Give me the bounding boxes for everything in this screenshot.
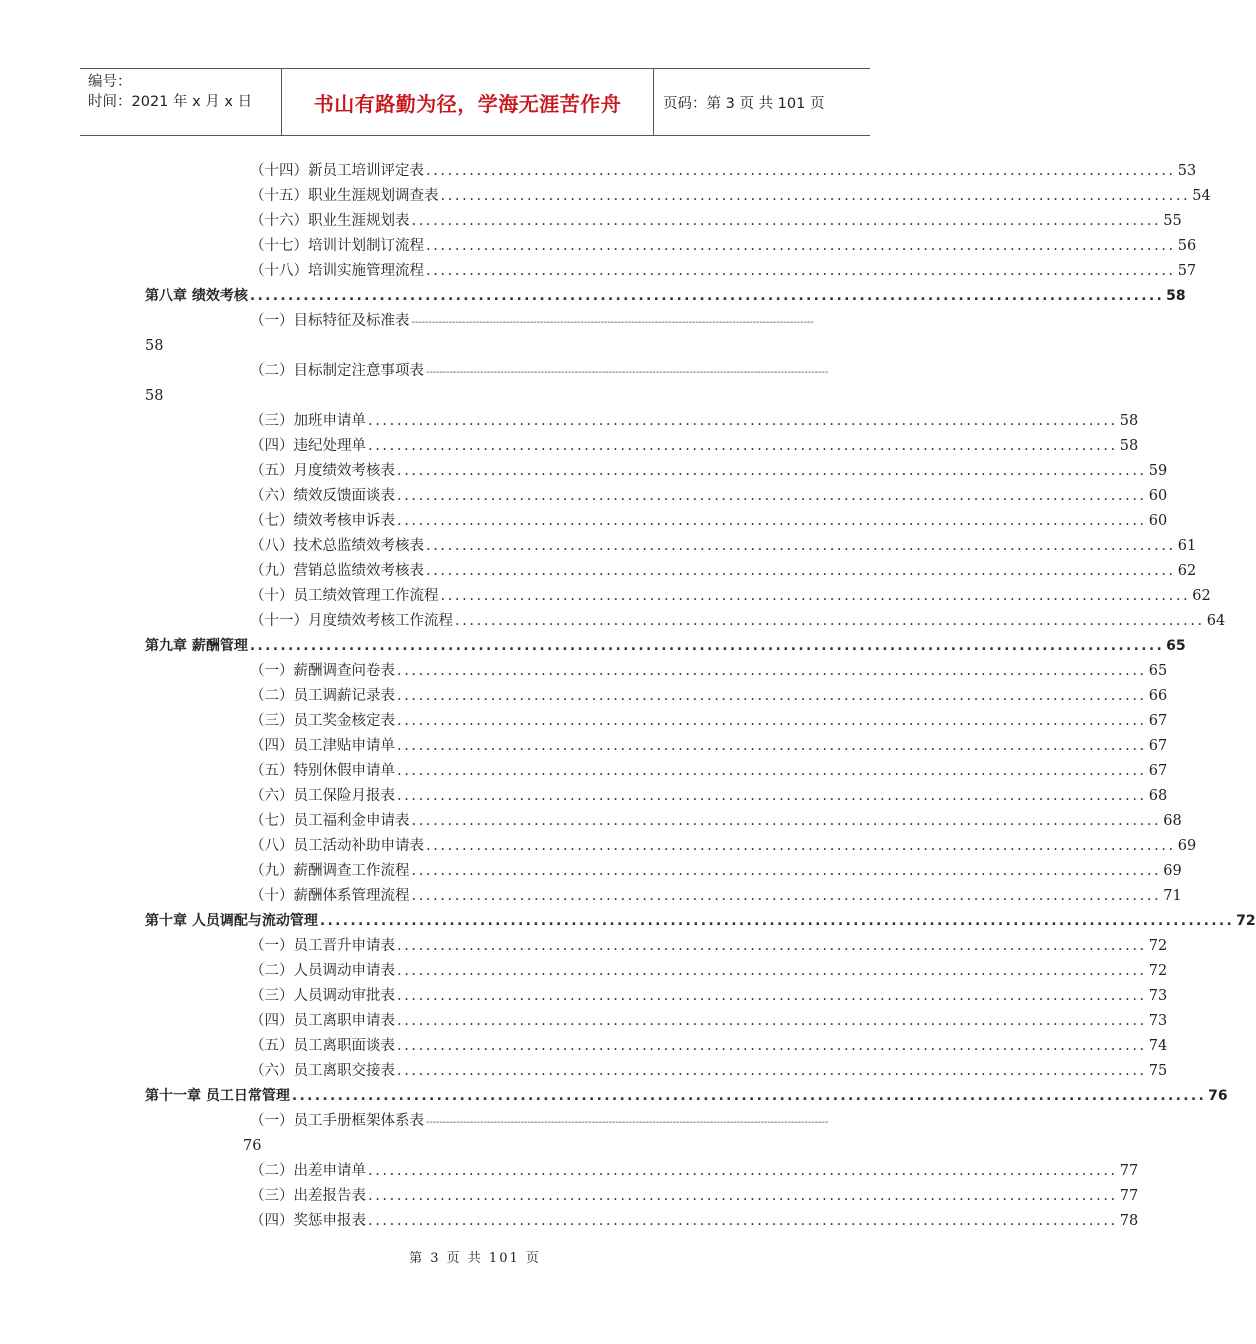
toc-entry[interactable] [250,560,1197,582]
toc-entry[interactable] [250,660,1168,682]
toc-entry-page: 58 [145,338,164,354]
toc-entry-page: 57 [1177,263,1197,279]
toc-chapter[interactable] [145,910,1256,932]
document-number-label: 编号： [88,74,132,90]
toc-entry-page: 78 [1119,1213,1139,1229]
toc-entry-page: 73 [1148,988,1168,1004]
toc-entry[interactable] [250,160,1197,182]
toc-entry-title: （十六）职业生涯规划表 [250,213,410,229]
toc-entry-title: （四）员工津贴申请单 [250,738,395,754]
toc-entry-page: 54 [1192,188,1211,204]
toc-entry-title: （三）员工奖金核定表 [250,713,395,729]
toc-entry-title: （五）员工离职面谈表 [250,1038,395,1054]
toc-leader: ........................................................................................................ [411,888,1162,904]
toc-entry-title: （五）月度绩效考核表 [250,463,395,479]
toc-entry-title: （八）员工活动补助申请表 [250,838,424,854]
toc-entry[interactable] [250,1060,1168,1082]
toc-chapter-title: 第八章 绩效考核 [145,288,248,304]
toc-entry-page: 68 [1148,788,1168,804]
toc-entry-title: （一）目标特征及标准表 [250,313,410,329]
toc-leader: ........................................................................................................ [397,1013,1147,1029]
toc-entry-title: （七）绩效考核申诉表 [250,513,395,529]
toc-entry[interactable] [250,210,1182,232]
toc-entry-title: （六）员工离职交接表 [250,1063,395,1079]
toc-entry-page: 67 [1148,738,1168,754]
toc-entry-title: （一）员工手册框架体系表 [250,1113,424,1129]
toc-leader: ........................................................................................................ [426,238,1176,254]
toc-entry-page: 72 [1148,938,1168,954]
toc-entry-title: （十七）培训计划制订流程 [250,238,424,254]
toc-entry-title: （四）违纪处理单 [250,438,366,454]
toc-entry-title: （三）出差报告表 [250,1188,366,1204]
toc-entry-page: 67 [1148,713,1168,729]
header-page-info: 页码：第 3 页 共 101 页 [663,95,825,112]
toc-entry-page: 60 [1148,513,1168,529]
toc-entry-title: （四）员工离职申请表 [250,1013,395,1029]
toc-entry[interactable] [250,685,1168,707]
toc-leader: ........................................................................................................ [397,463,1147,479]
toc-entry-page: 75 [1148,1063,1168,1079]
toc-entry-title: （十）员工绩效管理工作流程 [250,588,439,604]
toc-entry[interactable] [250,235,1197,257]
toc-entry[interactable] [250,1185,1139,1207]
toc-leader: ........................................................................................................ [397,938,1147,954]
toc-entry-page: 60 [1148,488,1168,504]
toc-entry[interactable] [250,485,1168,507]
toc-chapter[interactable] [145,635,1186,657]
toc-entry-title: （七）员工福利金申请表 [250,813,410,829]
page-header [80,68,870,136]
toc-entry[interactable] [250,1160,1139,1182]
toc-entry-title: （四）奖惩申报表 [250,1213,366,1229]
toc-entry-page: 69 [1177,838,1197,854]
toc-entry-page: 53 [1177,163,1197,179]
toc-entry-page: 58 [145,388,164,404]
toc-entry[interactable] [250,710,1168,732]
toc-entry-page: 65 [1148,663,1168,679]
toc-entry-title: （九）薪酬调查工作流程 [250,863,410,879]
toc-leader: ........................................................................................................ [368,413,1118,429]
toc-chapter-title: 第十章 人员调配与流动管理 [145,913,318,929]
toc-chapter-page: 76 [1208,1088,1228,1104]
toc-leader: ........................................................................................................ [368,1188,1118,1204]
toc-entry-title: （十一）月度绩效考核工作流程 [250,613,453,629]
toc-leader: ........................................................................................................ [368,438,1118,454]
toc-leader: ........................................................................................................ [397,663,1147,679]
header-slogan: 书山有路勤为径，学海无涯苦作舟 [282,69,654,135]
toc-entry-title: （九）营销总监绩效考核表 [250,563,424,579]
toc-chapter[interactable] [145,285,1186,307]
toc-leader: ........................................................................................................................ [319,913,1235,929]
header-meta [80,69,282,135]
document-date-label: 时间：2021 年 x 月 x 日 [88,94,253,110]
toc-leader: ........................................................................................................................ [291,1088,1207,1104]
toc-entry-title: （二）出差申请单 [250,1163,366,1179]
toc-entry-title: （二）人员调动申请表 [250,963,395,979]
toc-entry-title: （二）员工调薪记录表 [250,688,395,704]
toc-entry-title: （六）绩效反馈面谈表 [250,488,395,504]
toc-entry-page: 77 [1119,1188,1139,1204]
toc-entry-title: （三）人员调动审批表 [250,988,395,1004]
toc-leader: ........................................................................................................ [411,813,1162,829]
toc-entry-title: （十）薪酬体系管理流程 [250,888,410,904]
toc-entry[interactable] [250,185,1211,207]
toc-leader: ----------------------------------------------------------------------------------------------------------------------- [411,317,814,328]
toc-leader: ........................................................................................................ [368,1213,1118,1229]
toc-chapter-title: 第十一章 员工日常管理 [145,1088,290,1104]
toc-entry-title: （二）目标制定注意事项表 [250,363,424,379]
toc-leader: ........................................................................................................ [440,588,1191,604]
toc-entry[interactable] [250,310,814,332]
toc-chapter-page: 72 [1236,913,1256,929]
toc-entry[interactable] [250,360,829,382]
toc-entry-page: 64 [1206,613,1226,629]
toc-leader: ........................................................................................................ [397,513,1147,529]
toc-leader: ........................................................................................................ [411,213,1162,229]
toc-leader: ........................................................................................................ [397,688,1147,704]
toc-leader: ........................................................................................................ [397,788,1147,804]
toc-entry[interactable] [250,985,1168,1007]
toc-entry-title: （一）员工晋升申请表 [250,938,395,954]
toc-leader: ........................................................................................................ [397,1063,1147,1079]
toc-entry-page: 62 [1177,563,1197,579]
toc-leader: ........................................................................................................ [426,263,1176,279]
toc-leader: ........................................................................................................ [440,188,1191,204]
toc-leader: ........................................................................................................ [397,1038,1147,1054]
toc-entry-title: （十八）培训实施管理流程 [250,263,424,279]
toc-entry[interactable] [250,510,1168,532]
toc-entry-title: （一）薪酬调查问卷表 [250,663,395,679]
toc-leader: ........................................................................................................ [397,963,1147,979]
toc-chapter-page: 58 [1166,288,1186,304]
toc-entry-page: 72 [1148,963,1168,979]
toc-entry-page: 56 [1177,238,1197,254]
toc-entry-page: 61 [1177,538,1197,554]
toc-leader: ........................................................................................................ [397,488,1147,504]
toc-entry-title: （八）技术总监绩效考核表 [250,538,424,554]
toc-entry-page: 67 [1148,763,1168,779]
toc-entry-page: 59 [1148,463,1168,479]
toc-entry-page: 68 [1163,813,1182,829]
toc-entry[interactable] [250,610,1226,632]
toc-entry-page: 62 [1192,588,1211,604]
toc-entry-title: （六）员工保险月报表 [250,788,395,804]
toc-leader: ........................................................................................................................ [249,288,1165,304]
toc-entry-page: 77 [1119,1163,1139,1179]
toc-chapter-page: 65 [1166,638,1186,654]
toc-entry-page: 66 [1148,688,1168,704]
toc-leader: ........................................................................................................ [397,763,1147,779]
toc-leader: ........................................................................................................................ [249,638,1165,654]
toc-chapter[interactable] [145,1085,1228,1107]
toc-entry[interactable] [250,1010,1168,1032]
toc-entry[interactable] [250,935,1168,957]
toc-entry[interactable] [250,535,1197,557]
toc-leader: ........................................................................................................ [426,538,1176,554]
toc-leader: ----------------------------------------------------------------------------------------------------------------------- [426,367,829,378]
toc-leader: ........................................................................................................ [426,563,1176,579]
toc-leader: ........................................................................................................ [397,713,1147,729]
toc-entry[interactable] [250,735,1168,757]
toc-entry-page: 55 [1163,213,1182,229]
toc-entry[interactable] [250,435,1139,457]
toc-entry[interactable] [250,885,1182,907]
toc-entry-page: 58 [1119,413,1139,429]
toc-entry[interactable] [250,585,1211,607]
toc-leader: ----------------------------------------------------------------------------------------------------------------------- [426,1117,829,1128]
toc-entry-title: （五）特别休假申请单 [250,763,395,779]
toc-leader: ........................................................................................................ [455,613,1205,629]
toc-leader: ........................................................................................................ [368,1163,1118,1179]
toc-entry-title: （三）加班申请单 [250,413,366,429]
toc-leader: ........................................................................................................ [411,863,1162,879]
toc-entry[interactable] [250,960,1168,982]
toc-entry-page: 58 [1119,438,1139,454]
toc-entry[interactable] [250,1035,1168,1057]
toc-leader: ........................................................................................................ [397,988,1147,1004]
toc-entry-page: 76 [243,1138,262,1154]
page-footer: 第 3 页 共 101 页 [409,1251,541,1266]
toc-entry-page: 69 [1163,863,1182,879]
toc-entry-page: 73 [1148,1013,1168,1029]
toc-chapter-title: 第九章 薪酬管理 [145,638,248,654]
toc-entry[interactable] [250,260,1197,282]
toc-entry[interactable] [250,410,1139,432]
toc-entry-page: 74 [1148,1038,1168,1054]
toc-leader: ........................................................................................................ [426,163,1176,179]
toc-entry-title: （十五）职业生涯规划调查表 [250,188,439,204]
toc-entry[interactable] [250,810,1182,832]
toc-entry[interactable] [250,1210,1139,1232]
toc-leader: ........................................................................................................ [426,838,1176,854]
toc-leader: ........................................................................................................ [397,738,1147,754]
toc-entry-page: 71 [1163,888,1182,904]
toc-entry[interactable] [250,460,1168,482]
toc-entry[interactable] [250,860,1182,882]
toc-entry[interactable] [250,1110,829,1132]
toc-entry[interactable] [250,835,1197,857]
toc-entry[interactable] [250,785,1168,807]
toc-entry[interactable] [250,760,1168,782]
toc-entry-title: （十四）新员工培训评定表 [250,163,424,179]
